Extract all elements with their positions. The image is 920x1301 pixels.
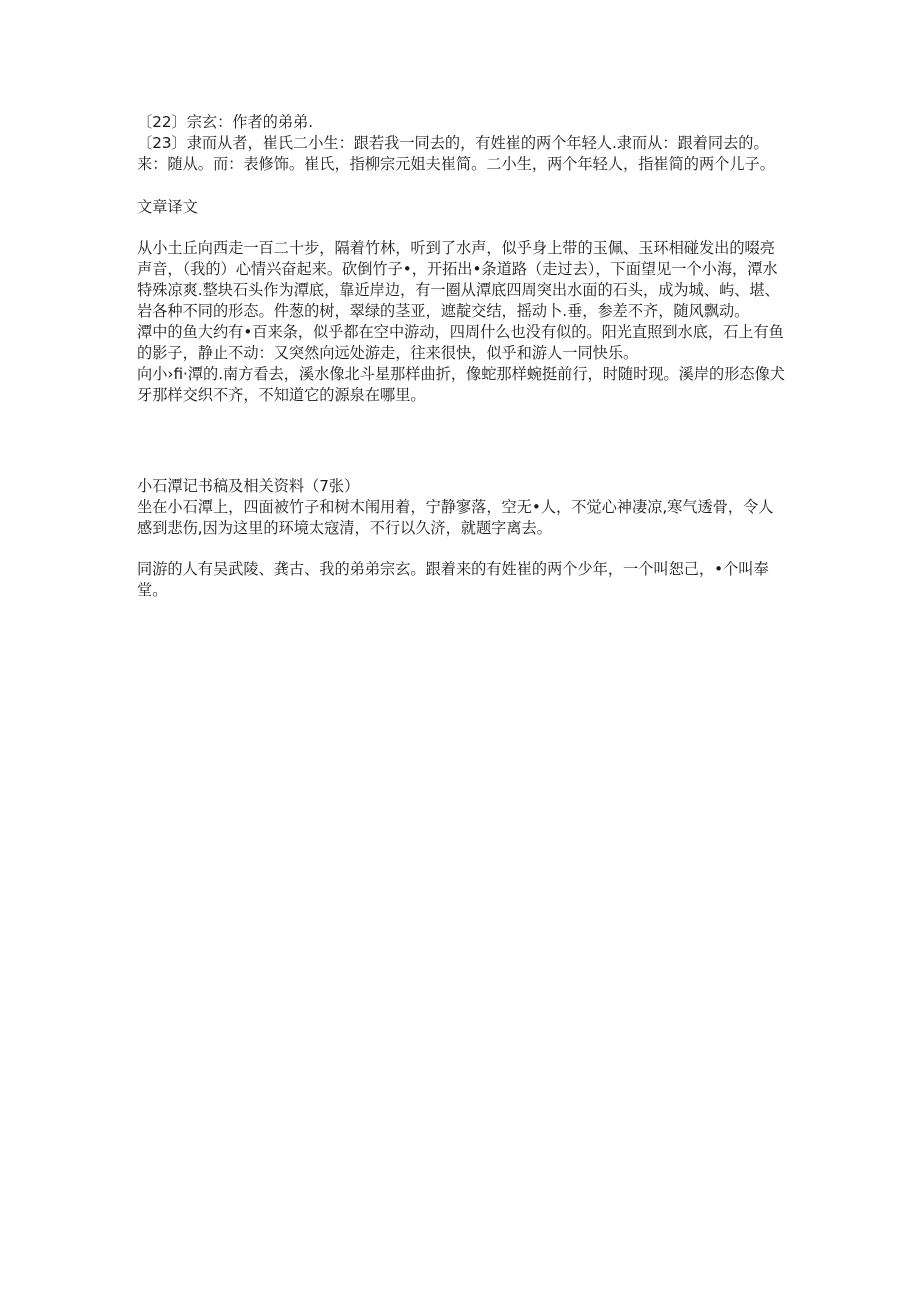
- materials-heading: 小石潭记书稿及相关资料（7张）: [137, 477, 360, 495]
- translation-paragraph-2: 潭中的鱼大约有•百来条，似乎都在空中游动，四周什么也没有似的。阳光直照到水底，石上有鱼的影子，静止不动：又突然向远处游走，往来很快，似乎和游人一同快乐。: [137, 323, 784, 362]
- materials-paragraph-2: 同游的人有吴武陵、龚古、我的弟弟宗玄。跟着来的有姓崔的两个少年，一个叫恕己，•个叫奉堂。: [137, 560, 769, 599]
- note-23: 〔23〕隶而从者，崔氏二小生：跟若我一同去的，有姓崔的两个年轻人.隶而从：跟着同去的。来：随从。而：表修饰。崔氏，指柳宗元姐夫崔简。二小生，两个年轻人，指崔简的两个儿子。: [137, 134, 775, 173]
- spacer: [137, 406, 785, 476]
- document-page: [137, 112, 785, 601]
- translation-paragraph-3: 向小›fi·潭的.南方看去，溪水像北斗星那样曲折，像蛇那样蜿挺前行，时随时现。溪岸的形态像犬牙那样交织不齐，不知道它的源泉在哪里。: [137, 365, 785, 404]
- note-22: 〔22〕宗玄：作者的弟弟.: [137, 113, 314, 131]
- translation-paragraph-1: 从小土丘向西走一百二十步，隔着竹林，听到了水声，似乎身上带的玉佩、玉环相碰发出的啜亮声音，（我的）心情兴奋起来。砍倒竹子•，开拓出•条道路（走过去），下面望见一个小海，潭水特殊凉爽.整块石头作为潭底，靠近岸边，有一圈从潭底四周突出水面的石头，成为城、屿、堪、岩各种不同的形态。件葱的树，翠绿的茎亚，遮靛交结，摇动卜.垂，参差不齐，随风飘动。: [137, 239, 780, 320]
- materials-paragraph-1: 坐在小石潭上，四面被竹子和树木闱用着，宁静寥落，空无•人，不觉心神凄凉,寒气透骨，令人感到悲伤,因为这里的环境太寇清，不行以久济，就题字离去。: [137, 498, 774, 537]
- spacer: [137, 218, 785, 238]
- spacer: [137, 175, 785, 197]
- spacer: [137, 539, 785, 559]
- translation-heading: 文章译文: [137, 198, 198, 216]
